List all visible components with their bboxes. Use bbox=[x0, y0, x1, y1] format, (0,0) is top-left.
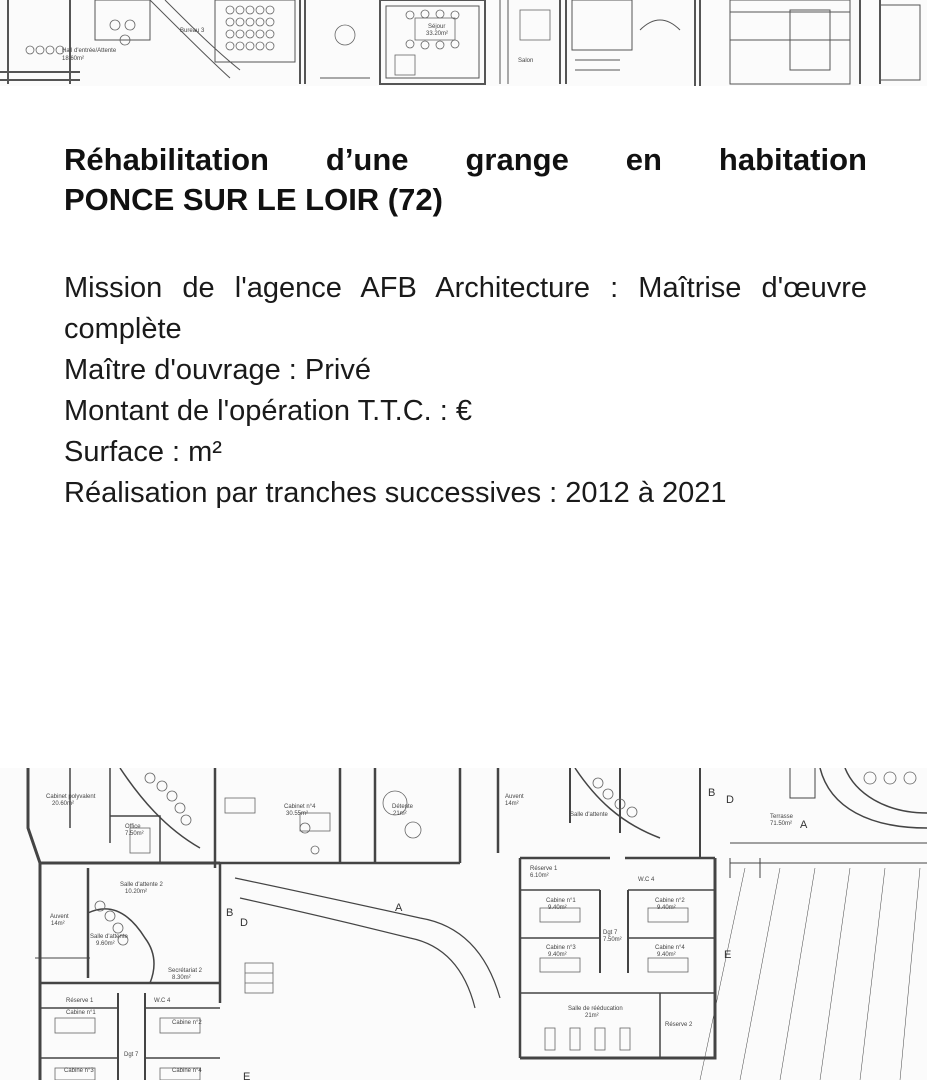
plan-label-salle-attente-right: Salle d'attente bbox=[570, 812, 608, 818]
plan-label-office: Office bbox=[125, 824, 141, 830]
floor-plan-drawing-bottom bbox=[0, 768, 927, 1080]
plan-label-cabinet-polyvalent-area: 20.60m² bbox=[52, 801, 75, 807]
plan-label-cabinet-polyvalent: Cabinet polyvalent bbox=[46, 794, 96, 800]
section-marker-d-left: D bbox=[240, 917, 248, 929]
plan-label-dgt7-area: 7.50m² bbox=[603, 937, 622, 943]
amount-line: Montant de l'opération T.T.C. : € bbox=[64, 395, 473, 427]
plan-label-office-area: 7.50m² bbox=[125, 831, 144, 837]
plan-label-salle-attente: Salle d'attente bbox=[90, 934, 128, 940]
floor-plan-image-top bbox=[0, 0, 927, 86]
plan-label-cabinet4: Cabinet n°4 bbox=[284, 804, 316, 810]
project-title bbox=[64, 140, 867, 220]
plan-label-auvent: Auvent bbox=[50, 914, 69, 920]
plan-label-cabine3-left: Cabine n°3 bbox=[64, 1068, 94, 1074]
project-details bbox=[64, 268, 867, 514]
plan-label-cabine3: Cabine n°3 bbox=[546, 945, 576, 951]
plan-label-secretariat2-area: 8.30m² bbox=[172, 975, 191, 981]
plan-label-detente-area: 21m² bbox=[393, 811, 407, 817]
surface-line: Surface : m² bbox=[64, 436, 222, 468]
plan-label-cabine1: Cabine n°1 bbox=[546, 898, 576, 904]
owner-line: Maître d'ouvrage : Privé bbox=[64, 354, 371, 386]
plan-label-cabine2-area: 9.40m² bbox=[657, 905, 676, 911]
section-marker-e-left: E bbox=[243, 1071, 251, 1080]
section-marker-a-left: A bbox=[395, 902, 403, 914]
floor-plan-image-bottom bbox=[0, 768, 927, 1080]
project-title-line2: PONCE SUR LE LOIR (72) bbox=[64, 182, 443, 217]
plan-label-wc-right: W.C 4 bbox=[638, 877, 655, 883]
plan-label-terrasse: Terrasse bbox=[770, 814, 794, 820]
plan-label-cabine4-left: Cabine n°4 bbox=[172, 1068, 202, 1074]
plan-label-cabine2-left: Cabine n°2 bbox=[172, 1020, 202, 1026]
plan-label-terrasse-area: 71.50m² bbox=[770, 821, 793, 827]
plan-label-auvent-right-area: 14m² bbox=[505, 801, 519, 807]
plan-label-salle-reeducation: Salle de rééducation bbox=[568, 1006, 623, 1012]
plan-label-hall: Hall d'entrée/Attente bbox=[62, 48, 117, 54]
plan-label-cabinet4-area: 30.55m² bbox=[286, 811, 309, 817]
mission-line2: complète bbox=[64, 313, 182, 345]
section-marker-d-right: D bbox=[726, 794, 734, 806]
plan-label-cabine2: Cabine n°2 bbox=[655, 898, 685, 904]
plan-label-reserve1-right: Réserve 1 bbox=[530, 866, 558, 872]
plan-label-reserve1-left: Réserve 1 bbox=[66, 998, 94, 1004]
project-title-line1: Réhabilitation d’une grange en habitation bbox=[64, 142, 867, 177]
plan-label-dgt7-left: Dgt 7 bbox=[124, 1052, 139, 1058]
plan-label-salle-reeducation-area: 21m² bbox=[585, 1013, 599, 1019]
plan-label-reserve2: Réserve 2 bbox=[665, 1022, 693, 1028]
plan-label-auvent-right: Auvent bbox=[505, 794, 524, 800]
realisation-line: Réalisation par tranches successives : 2012 à 2021 bbox=[64, 477, 727, 509]
plan-label-hall-area: 18.60m² bbox=[62, 56, 85, 62]
plan-label-salle-attente2: Salle d'attente 2 bbox=[120, 882, 163, 888]
plan-label-salle-attente-area: 9.60m² bbox=[96, 941, 115, 947]
plan-label-sejour-area: 33.20m² bbox=[426, 31, 449, 37]
plan-label-auvent-area: 14m² bbox=[51, 921, 65, 927]
plan-label-salle-attente2-area: 10.20m² bbox=[125, 889, 148, 895]
plan-label-cabine4-area: 9.40m² bbox=[657, 952, 676, 958]
plan-label-cabine3-area: 9.40m² bbox=[548, 952, 567, 958]
plan-label-cabine1-left: Cabine n°1 bbox=[66, 1010, 96, 1016]
plan-label-dgt7: Dgt 7 bbox=[603, 930, 618, 936]
plan-label-reserve1-right-area: 6.10m² bbox=[530, 873, 549, 879]
plan-label-cabine1-area: 9.40m² bbox=[548, 905, 567, 911]
plan-label-salon: Salon bbox=[518, 58, 534, 64]
plan-label-detente: Détente bbox=[392, 804, 414, 810]
plan-label-cabine4: Cabine n°4 bbox=[655, 945, 685, 951]
floor-plan-drawing-top bbox=[0, 0, 927, 86]
plan-label-secretariat2: Secrétariat 2 bbox=[168, 968, 203, 974]
plan-label-sejour: Séjour bbox=[428, 24, 446, 30]
plan-label-bureau: Bureau 3 bbox=[180, 28, 205, 34]
mission-line1: Mission de l'agence AFB Architecture : Maîtrise d'œuvre bbox=[64, 272, 867, 304]
section-marker-e-right: E bbox=[724, 949, 732, 961]
section-marker-b-right: B bbox=[708, 787, 716, 799]
plan-label-wc-left: W.C 4 bbox=[154, 998, 171, 1004]
section-marker-b-left: B bbox=[226, 907, 234, 919]
section-marker-a-right: A bbox=[800, 819, 808, 831]
